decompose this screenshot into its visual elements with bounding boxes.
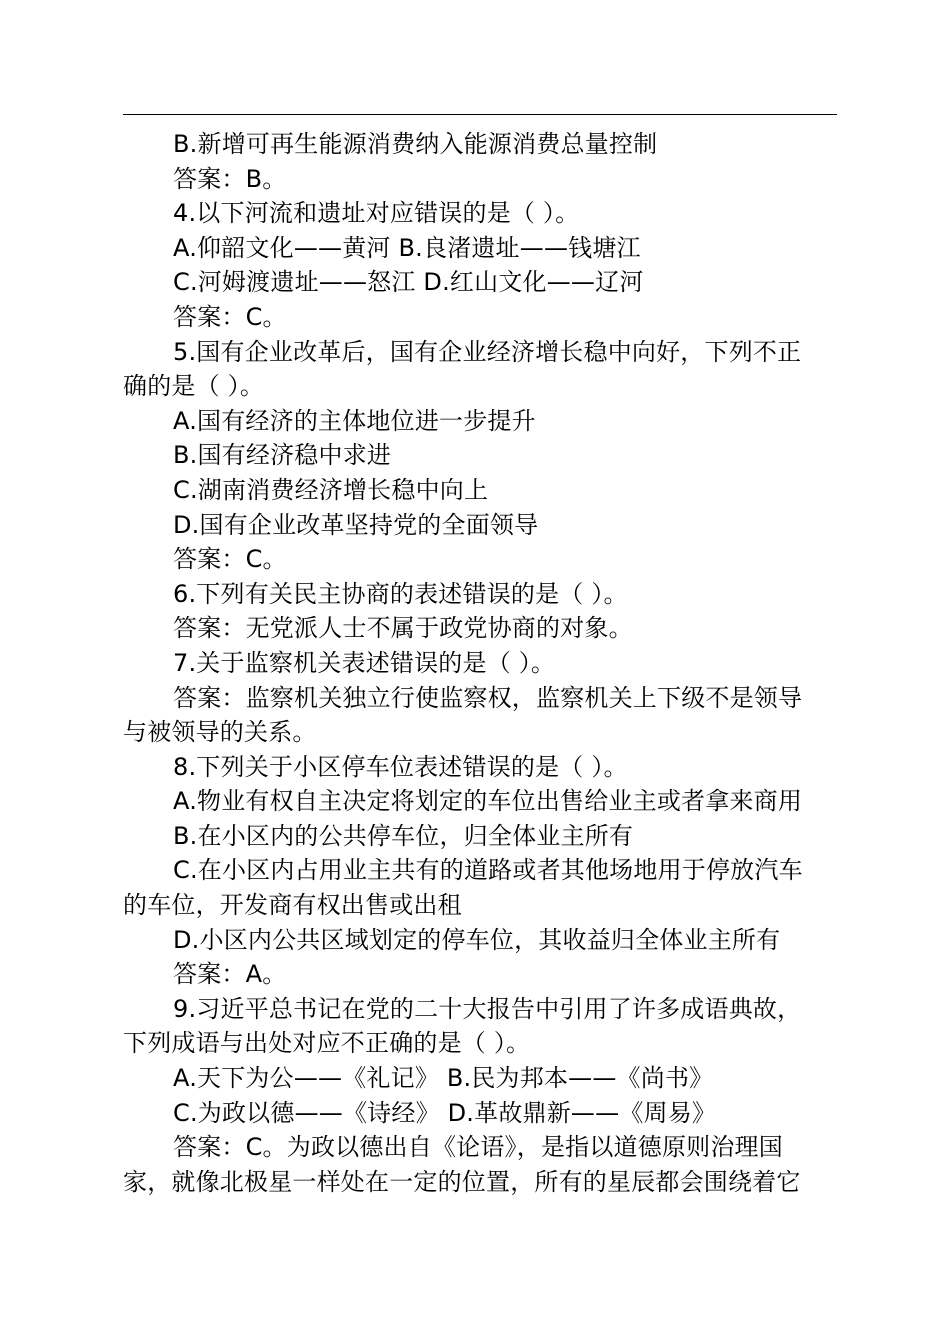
- text-line: D.小区内公共区域划定的停车位，其收益归全体业主所有: [173, 925, 781, 954]
- text-line: 答案：A。: [173, 960, 287, 989]
- text-line: 9.习近平总书记在党的二十大报告中引用了许多成语典故，: [173, 994, 802, 1023]
- text-line: 答案：B。: [173, 164, 287, 193]
- text-line: 确的是（ ）。: [123, 372, 265, 401]
- text-line: C.在小区内占用业主共有的道路或者其他场地用于停放汽车: [173, 856, 803, 885]
- text-line: C.湖南消费经济增长稳中向上: [173, 475, 489, 504]
- text-line: A.天下为公——《礼记》 B.民为邦本——《尚书》: [173, 1064, 714, 1093]
- text-line: 答案：监察机关独立行使监察权，监察机关上下级不是领导: [173, 683, 803, 712]
- text-line: A.国有经济的主体地位进一步提升: [173, 406, 536, 435]
- text-line: C.河姆渡遗址——怒江 D.红山文化——辽河: [173, 268, 644, 297]
- header-rule: [123, 114, 837, 115]
- text-line: B.在小区内的公共停车位，归全体业主所有: [173, 821, 634, 850]
- text-line: C.为政以德——《诗经》 D.革故鼎新——《周易》: [173, 1098, 717, 1127]
- text-line: 答案：C。: [173, 302, 287, 331]
- text-line: 的车位，开发商有权出售或出租: [123, 891, 462, 920]
- text-line: 答案：无党派人士不属于政党协商的对象。: [173, 614, 633, 643]
- text-line: 与被领导的关系。: [123, 718, 317, 747]
- text-line: D.国有企业改革坚持党的全面领导: [173, 510, 539, 539]
- text-line: 家，就像北极星一样处在一定的位置，所有的星辰都会围绕着它: [123, 1167, 801, 1196]
- text-line: 答案：C。为政以德出自《论语》，是指以道德原则治理国: [173, 1133, 783, 1162]
- text-line: 7.关于监察机关表述错误的是（ ）。: [173, 648, 556, 677]
- text-line: 答案：C。: [173, 545, 287, 574]
- text-line: A.物业有权自主决定将划定的车位出售给业主或者拿来商用: [173, 787, 803, 816]
- text-line: B.国有经济稳中求进: [173, 441, 392, 470]
- text-line: 4.以下河流和遗址对应错误的是（ ）。: [173, 199, 580, 228]
- text-line: 5.国有企业改革后，国有企业经济增长稳中向好，下列不正: [173, 337, 802, 366]
- text-line: 6.下列有关民主协商的表述错误的是（ ）。: [173, 579, 628, 608]
- text-line: 下列成语与出处对应不正确的是（ ）。: [123, 1029, 531, 1058]
- text-line: B.新增可再生能源消费纳入能源消费总量控制: [173, 130, 658, 158]
- text-line: 8.下列关于小区停车位表述错误的是（ ）。: [173, 752, 628, 781]
- text-line: A.仰韶文化——黄河 B.良渚遗址——钱塘江: [173, 233, 641, 262]
- document-body: [123, 127, 837, 1199]
